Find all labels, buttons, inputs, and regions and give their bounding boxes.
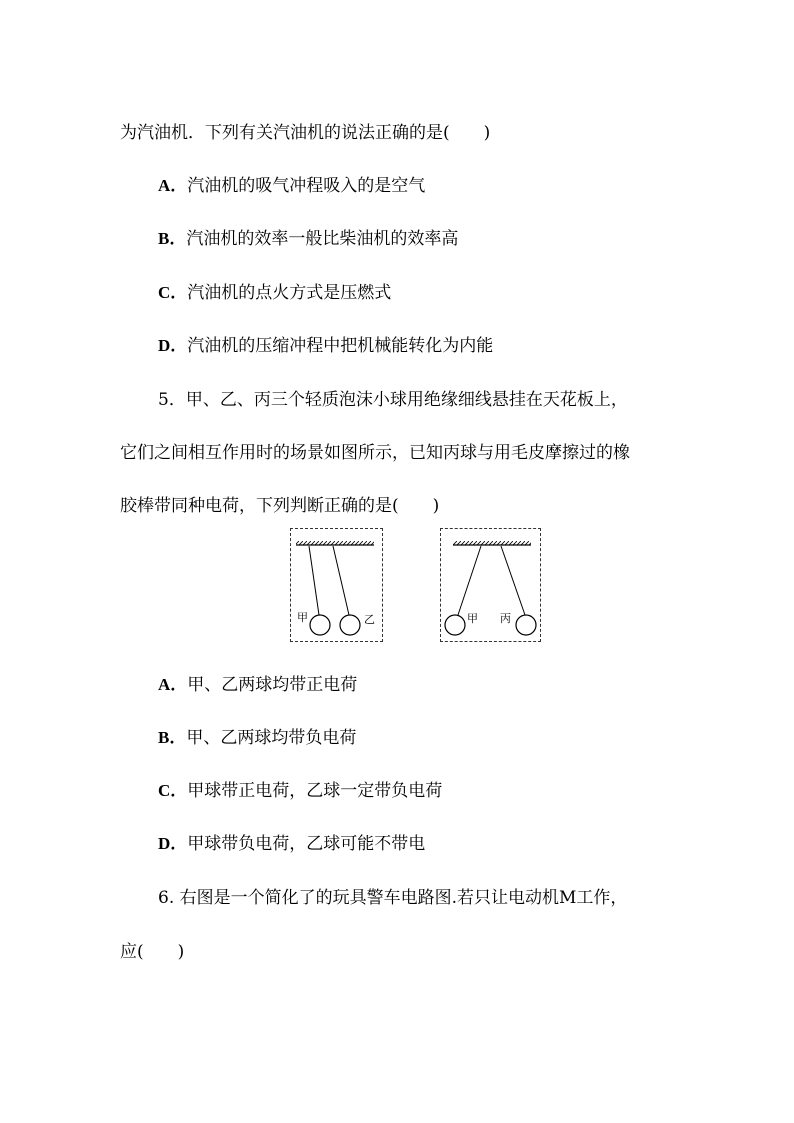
option-text: 汽油机的点火方式是压燃式 (187, 283, 392, 303)
pendulum-2-drawing (441, 529, 542, 643)
q5-line3: 胶棒带同种电荷，下列判断正确的是( ) (120, 496, 440, 516)
ball-jia-2 (445, 615, 465, 635)
option-letter: A． (158, 176, 188, 195)
thread-jia-1 (309, 546, 319, 615)
q5-option-b (158, 726, 356, 750)
q5-line2: 它们之间相互作用时的场景如图所示，已知丙球与用毛皮摩擦过的橡 (120, 443, 630, 463)
option-letter: A． (158, 675, 188, 694)
option-text: 甲球带正电荷，乙球一定带负电荷 (187, 781, 443, 801)
thread-yi (333, 546, 349, 615)
option-letter: B． (158, 728, 187, 747)
option-letter: D． (158, 336, 188, 355)
q6-line2: 应( ) (120, 942, 185, 962)
q6-line1: 6. 右图是一个简化了的玩具警车电路图.若只让电动机M工作， (158, 888, 628, 908)
label-jia-2: 甲 (467, 612, 478, 625)
option-text: 汽油机的吸气冲程吸入的是空气 (187, 176, 426, 196)
q4-option-c (158, 281, 391, 305)
option-letter: D． (158, 834, 188, 853)
label-yi: 乙 (364, 613, 375, 626)
option-text: 汽油机的效率一般比柴油机的效率高 (186, 229, 459, 249)
thread-jia-2 (458, 546, 481, 615)
option-letter: B． (158, 229, 187, 248)
option-text: 汽油机的压缩冲程中把机械能转化为内能 (187, 336, 494, 356)
option-text: 甲、乙两球均带负电荷 (186, 728, 357, 748)
label-bing: 丙 (500, 612, 511, 625)
ball-jia-1 (310, 615, 330, 635)
label-jia-1: 甲 (297, 611, 308, 624)
q5-line1: 5．甲、乙、丙三个轻质泡沫小球用绝缘细线悬挂在天花板上， (158, 390, 628, 410)
ball-yi (340, 615, 360, 635)
q4-option-b (158, 227, 458, 251)
ball-bing (516, 615, 536, 635)
thread-bing (501, 546, 525, 615)
q4-stem-tail: 为汽油机．下列有关汽油机的说法正确的是( ) (120, 123, 491, 143)
q4-option-a (158, 174, 425, 198)
option-text: 甲、乙两球均带正电荷 (187, 675, 358, 695)
figure-pendulum-1 (290, 528, 383, 642)
option-letter: C． (158, 283, 188, 302)
option-text: 甲球带负电荷，乙球可能不带电 (187, 834, 426, 854)
q5-option-c (158, 779, 442, 803)
q5-option-d (158, 832, 425, 856)
option-letter: C． (158, 781, 188, 800)
figure-pendulum-2 (440, 528, 541, 642)
q4-option-d (158, 334, 493, 358)
q5-option-a (158, 673, 357, 697)
